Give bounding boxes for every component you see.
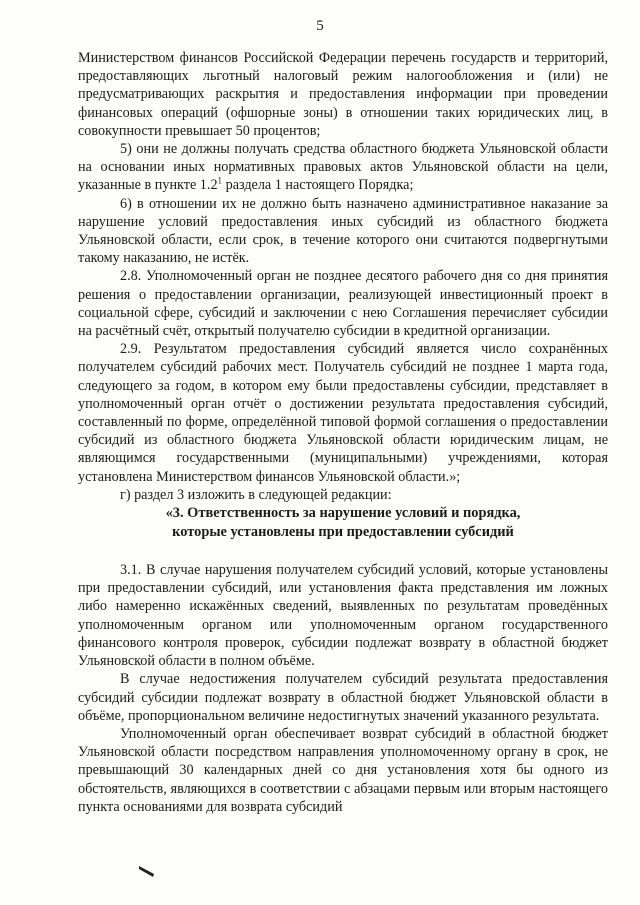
paragraph-item-5 — [78, 140, 608, 195]
section-heading-line-2: которые установлены при предоставлении субсидий — [172, 524, 514, 541]
superscript-ref: 1 — [217, 175, 223, 186]
scan-mark-icon — [138, 864, 156, 878]
paragraph-item-6: 6) в отношении их не должно быть назначено административное наказание за нарушение условий предоставления иных субсидий из областного бюджета Ульяновской области, если срок, в течение которого они считаются подвергнутыми такому наказанию, не истёк. — [78, 195, 608, 267]
paragraph-item-5-tail: раздела 1 настоящего Порядка; — [222, 177, 414, 194]
paragraph-offshore: Министерством финансов Российской Федерации перечень государств и территорий, предоставляющих льготный налоговый режим налогообложения и (или) не предусматривающих раскрытия и предоставления информации при проведении финансовых операций (офшорные зоны) в отношении таких юридических лиц, в совокупности превышает 50 процентов; — [78, 50, 608, 139]
document-body — [78, 49, 608, 816]
paragraph-section-3-intro: г) раздел 3 изложить в следующей редакции: — [120, 486, 392, 503]
section-heading-line-1: «3. Ответственность за нарушение условий и порядка, — [165, 505, 521, 522]
paragraph-2-8: 2.8. Уполномоченный орган не позднее десятого рабочего дня со дня принятия решения о предоставлении организации, реализующей инвестиционный проект в социальной сфере, субсидий и заключении с нею Соглашения перечисляет субсидии на расчётный счёт, открытый получателю субсидии в кредитной организации. — [78, 268, 608, 340]
page-number: 5 — [316, 18, 324, 34]
paragraph-2-9: 2.9. Результатом предоставления субсидий является число сохранённых получателем субсидий рабочих мест. Получатель субсидий не позднее 1 марта года, следующего за годом, в котором ему были предоставлены субсидии, представляет в уполномоченный орган отчёт о достижении результата предоставления субсидий, составленный по форме, определённой типовой формой соглашения о предоставлении субсидий из областного бюджета Ульяновской области юридическим лицам, не являющимся государственными (муниципальными) учреждениями, которая установлена Министерством финансов Ульяновской области.»; — [78, 341, 608, 485]
spacer — [78, 542, 608, 561]
paragraph-3-1: 3.1. В случае нарушения получателем субсидий условий, которые установлены при предоставлении субсидий, или установления факта представления им ложных либо намеренно искажённых сведений, выявленных по результатам проведённых уполномоченным органом или уполномоченным органом государственного финансового контроля проверок, субсидии подлежат возврату в областной бюджет Ульяновской области в полном объёме. — [78, 562, 608, 670]
paragraph-refund: Уполномоченный орган обеспечивает возврат субсидий в областной бюджет Ульяновской области посредством направления уполномоченному органу в срок, не превышающий 30 календарных дней со дня установления хотя бы одного из обстоятельств, являющихся в соответствии с абзацами первым или вторым настоящего пункта основаниями для возврата субсидий — [78, 725, 608, 815]
paragraph-item-5-text: 5) они не должны получать средства областного бюджета Ульяновской области на основании иных нормативных правовых актов Ульяновской области на цели, указанные в пункте 1.2 — [78, 141, 608, 194]
paragraph-non-achievement: В случае недостижения получателем субсидий результата предоставления субсидий субсидии подлежат возврату в областной бюджет Ульяновской области в объёме, пропорциональном величине недостигнутых значений указанного результата. — [78, 671, 608, 724]
